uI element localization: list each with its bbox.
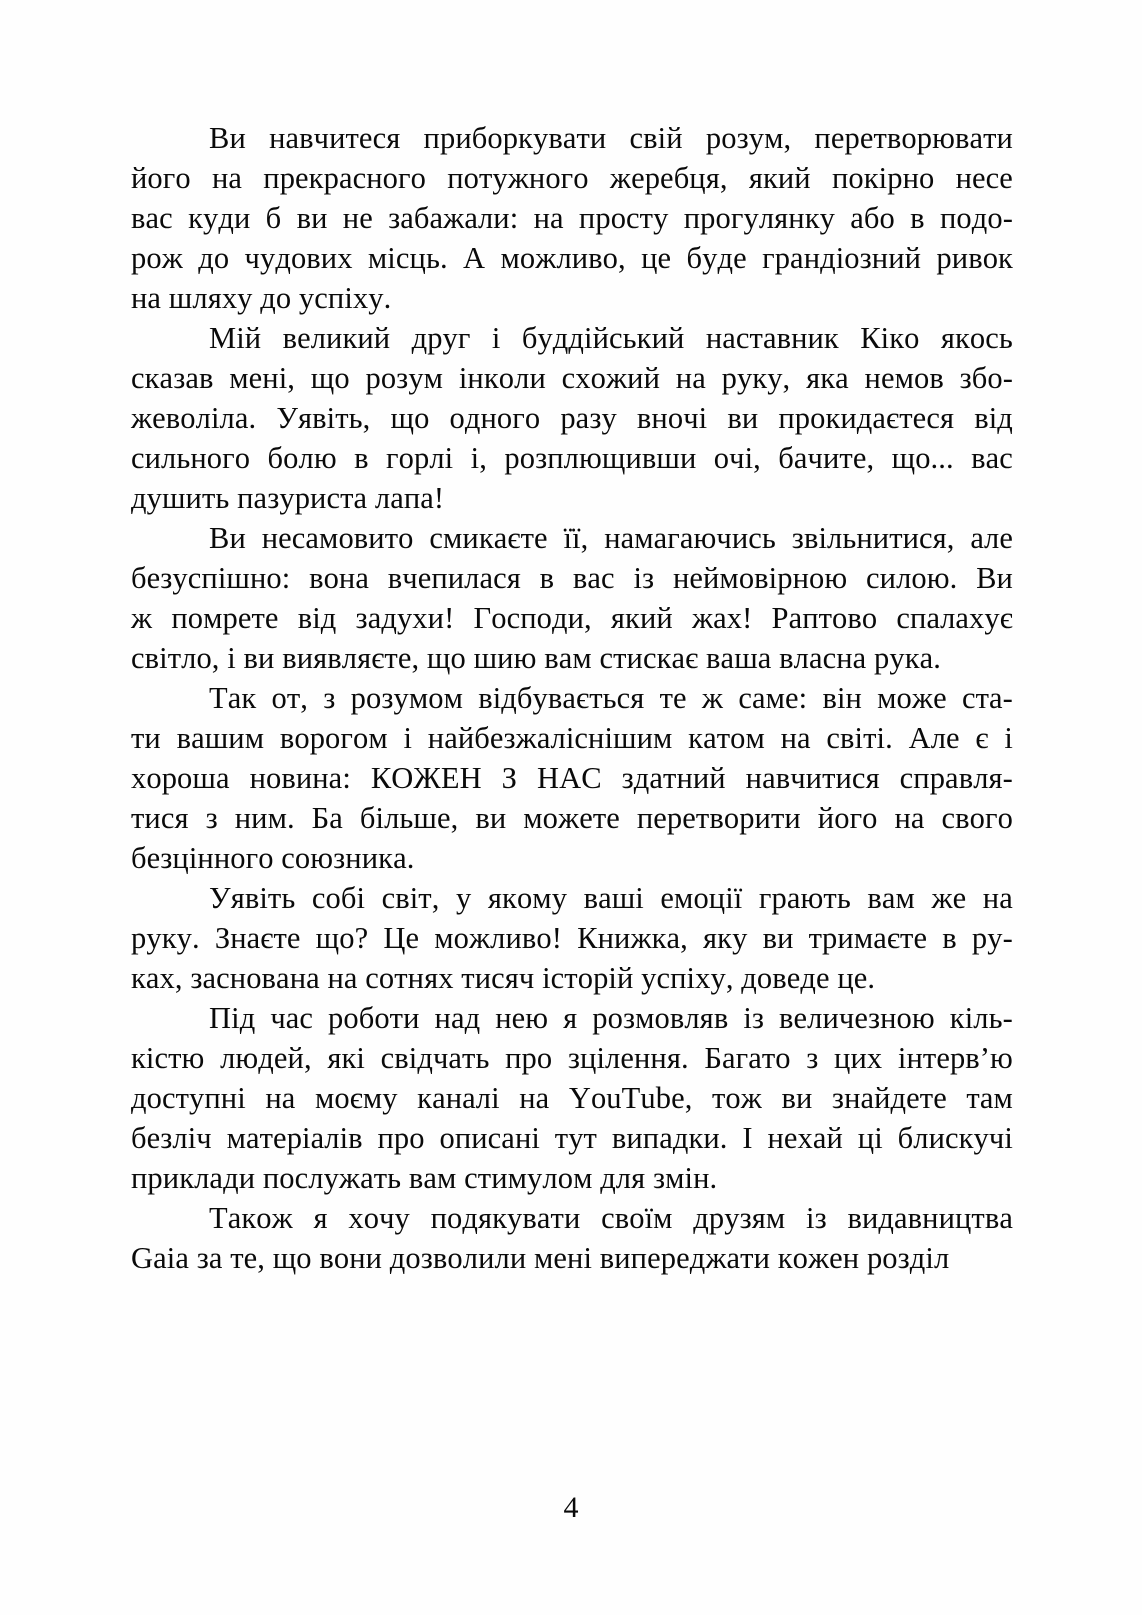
text-line: безуспішно: вона вчепилася в вас із неймовірною силою. Ви bbox=[131, 561, 1013, 595]
text-line: Уявіть собі світ, у якому ваші емоції грають вам же на bbox=[209, 881, 1013, 915]
text-line: на шляху до успіху. bbox=[131, 281, 392, 315]
paragraph bbox=[131, 998, 1013, 1198]
text-line: Так от, з розумом відбувається те ж саме: він може ста- bbox=[209, 681, 1013, 715]
text-line: безліч матеріалів про описані тут випадки. І нехай ці блискучі bbox=[131, 1121, 1013, 1155]
text-line: безцінного союзника. bbox=[131, 841, 415, 875]
text-line: Під час роботи над нею я розмовляв із величезною кіль- bbox=[209, 1001, 1013, 1035]
text-line: Ви навчитеся приборкувати свій розум, перетворювати bbox=[209, 121, 1013, 155]
paragraph bbox=[131, 118, 1013, 318]
text-line: Мій великий друг і буддійський наставник Кіко якось bbox=[209, 321, 1013, 355]
paragraph bbox=[131, 878, 1013, 998]
text-line: доступні на моєму каналі на YouTube, тож ви знайдете там bbox=[131, 1081, 1013, 1115]
text-line: рож до чудових місць. А можливо, це буде грандіозний ривок bbox=[131, 241, 1013, 275]
text-line: Також я хочу подякувати своїм друзям із видавництва bbox=[209, 1201, 1013, 1235]
text-line: душить пазуриста лапа! bbox=[131, 481, 445, 515]
text-line: Gaia за те, що вони дозволили мені випереджати кожен розділ bbox=[131, 1241, 950, 1275]
text-line: руку. Знаєте що? Це можливо! Книжка, яку ви тримаєте в ру- bbox=[131, 921, 1013, 955]
text-line: сказав мені, що розум інколи схожий на руку, яка немов збо- bbox=[131, 361, 1013, 395]
text-line: ках, заснована на сотнях тисяч історій успіху, доведе це. bbox=[131, 961, 876, 995]
text-line: ж помрете від задухи! Господи, який жах! Раптово спалахує bbox=[131, 601, 1013, 635]
text-line: тися з ним. Ба більше, ви можете перетворити його на свого bbox=[131, 801, 1013, 835]
text-line: хороша новина: КОЖЕН З НАС здатний навчитися справля- bbox=[131, 761, 1013, 795]
text-line: кістю людей, які свідчать про зцілення. Багато з цих інтерв’ю bbox=[131, 1041, 1013, 1075]
paragraph bbox=[131, 1198, 1013, 1278]
paragraph bbox=[131, 518, 1013, 678]
text-line: жеволіла. Уявіть, що одного разу вночі ви прокидаєтеся від bbox=[131, 401, 1013, 435]
text-line: Ви несамовито смикаєте її, намагаючись звільнитися, але bbox=[209, 521, 1013, 555]
page-number: 4 bbox=[563, 1491, 579, 1524]
paragraph bbox=[131, 318, 1013, 518]
text-line: ти вашим ворогом і найбезжаліснішим катом на світі. Але є і bbox=[131, 721, 1013, 755]
text-line: приклади послужать вам стимулом для змін. bbox=[131, 1161, 718, 1195]
page-text-body bbox=[131, 118, 1013, 1278]
text-line: його на прекрасного потужного жеребця, який покірно несе bbox=[131, 161, 1013, 195]
text-line: світло, і ви виявляєте, що шию вам стискає ваша власна рука. bbox=[131, 641, 942, 675]
text-line: вас куди б ви не забажали: на просту прогулянку або в подо- bbox=[131, 201, 1013, 235]
paragraph bbox=[131, 678, 1013, 878]
text-line: сильного болю в горлі і, розплющивши очі, бачите, що... вас bbox=[131, 441, 1013, 475]
